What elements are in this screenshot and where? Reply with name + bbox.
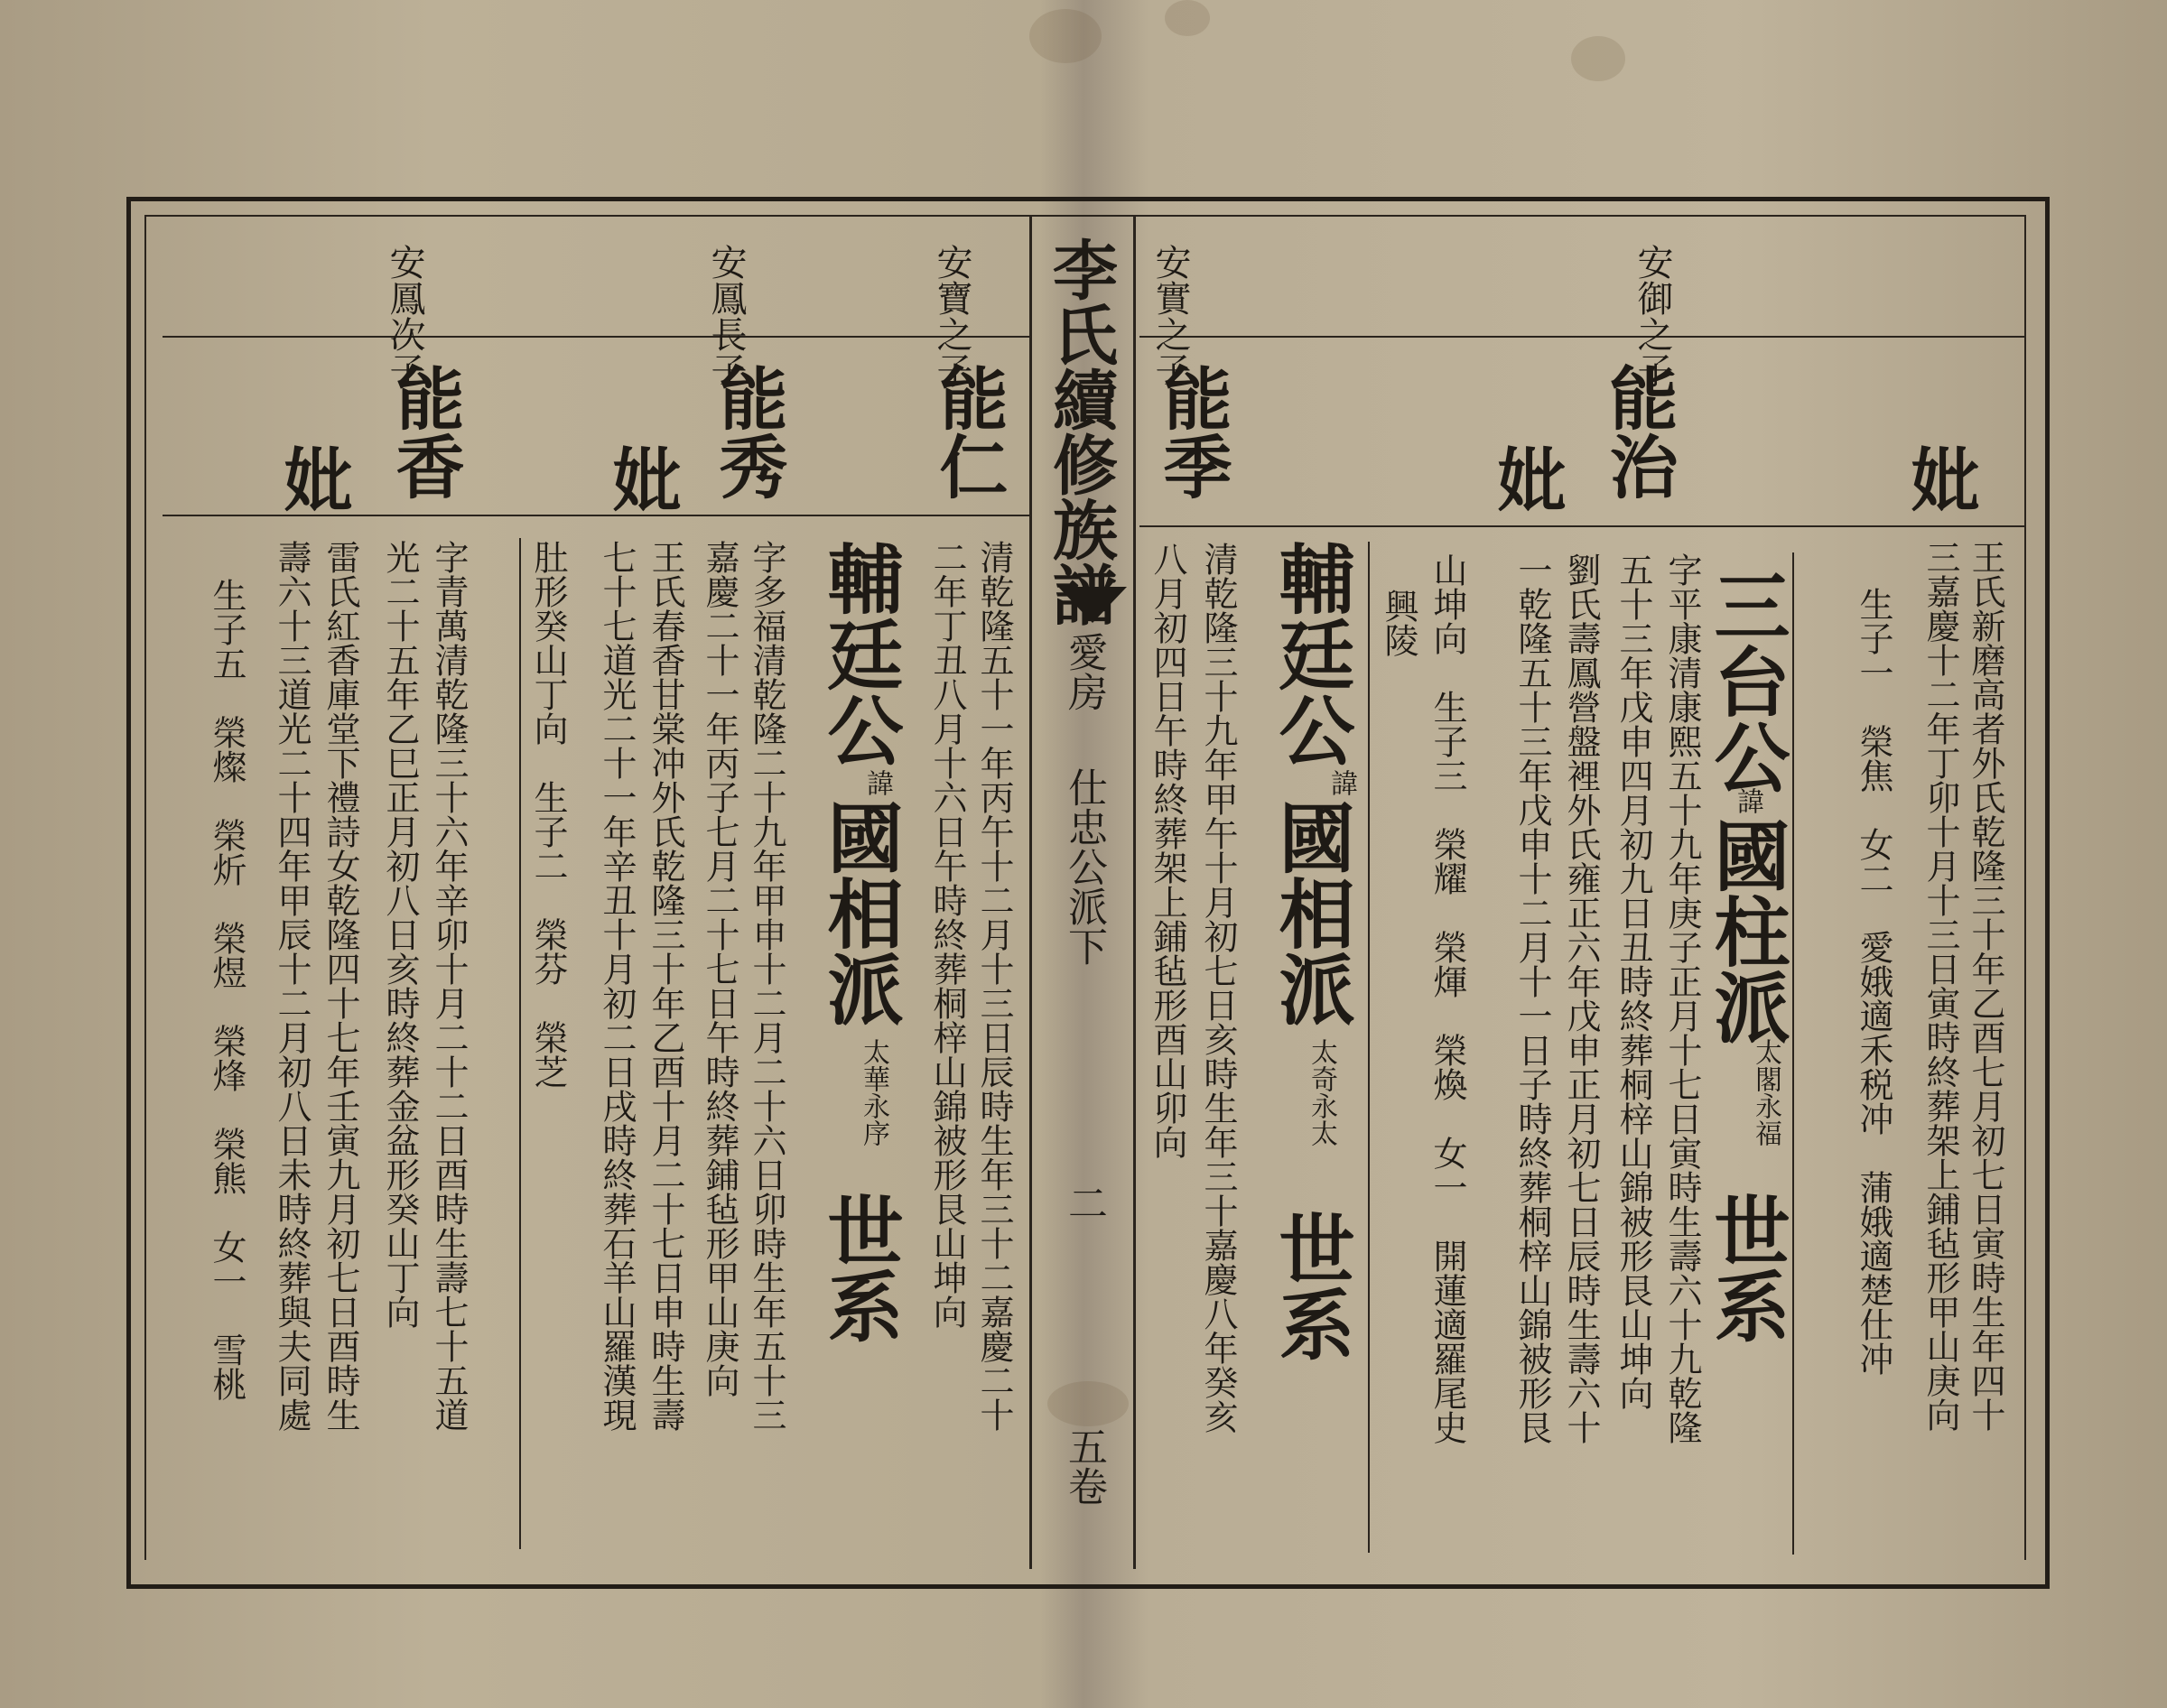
name-neng-zhi: 能治 <box>1598 363 1679 500</box>
lineage-title-futing-1: 輔廷公 <box>1267 540 1356 767</box>
text-col-13: 二年丁丑八月十六日午時終葬桐梓山錦被形艮山坤向 <box>927 540 967 1329</box>
text-col-9: 興陵 <box>1379 589 1418 657</box>
lineage-hui-futing-2: 諱 <box>861 769 893 796</box>
header-rule-left <box>163 336 1029 338</box>
lineage-name-futing-1: 國相派 <box>1267 799 1356 1026</box>
inner-top-rule <box>144 215 2026 217</box>
text-col-12: 清乾隆五十一年丙午十二月十三日辰時生年三十二嘉慶二十 <box>974 540 1014 1432</box>
inner-left-rule <box>144 215 146 1560</box>
name-bi-xiu: 妣 <box>601 444 682 513</box>
lineage-shi-santai: 世系 <box>1702 1192 1791 1343</box>
book-title: 李氏續修族譜 <box>1042 237 1119 627</box>
text-col-2: 三嘉慶十二年丁卯十月十三日寅時終葬架上鋪毡形甲山庚向 <box>1921 540 1960 1432</box>
header-rule-right <box>1139 336 2024 338</box>
text-col-15: 嘉慶二十一年丙子七月二十七日午時終葬鋪毡形甲山庚向 <box>700 540 739 1397</box>
paper-stain <box>1029 9 1102 63</box>
text-col-18: 肚形癸山丁向 生子二 榮芬 榮芝 <box>528 540 568 1089</box>
page-number: 二 <box>1061 1183 1107 1222</box>
center-rule-right <box>1133 215 1136 1569</box>
text-col-11: 八月初四日午時終葬架上鋪毡形酉山卯向 <box>1148 542 1187 1159</box>
lineage-shi-futing-2: 世系 <box>815 1192 905 1343</box>
text-col-4: 字平康清康熙五十九年庚子正月十七日寅時生壽六十九乾隆 <box>1662 552 1702 1444</box>
header-an-feng-1: 安鳳長子 <box>705 244 747 388</box>
text-col-17: 七十七道光二十一年辛丑十月初二日戌時終葬石羊山羅漢現 <box>597 540 637 1432</box>
lineage-gen-santai: 太閣永福 <box>1750 1038 1781 1146</box>
name-neng-ren: 能仁 <box>928 363 1009 500</box>
name-rule-right <box>1139 525 2024 527</box>
name-bi-zhi: 妣 <box>1486 444 1567 513</box>
lineage-title-futing-2: 輔廷公 <box>815 540 905 767</box>
name-bi-right: 妣 <box>1900 444 1980 513</box>
text-col-21: 雷氏紅香庫堂下禮詩女乾隆四十七年壬寅九月初七日酉時生 <box>321 540 360 1432</box>
text-col-23: 生子五 榮燦 榮炘 榮煜 榮烽 榮熊 女一 雪桃 <box>207 578 246 1401</box>
name-neng-ji: 能季 <box>1152 363 1232 500</box>
name-neng-xiu: 能秀 <box>708 363 788 500</box>
lineage-title-santai: 三台公 <box>1702 567 1791 794</box>
text-col-19: 字青萬清乾隆三十六年辛卯十月二十二日酉時生壽七十五道 <box>429 540 469 1432</box>
lineage-rule <box>1792 552 1794 1555</box>
lineage-shi-futing-1: 世系 <box>1267 1210 1356 1361</box>
header-an-shi: 安實之子 <box>1149 244 1191 388</box>
line-label: 仕忠公派下 <box>1061 767 1107 966</box>
paper-stain <box>1165 0 1210 36</box>
lineage-hui-futing-1: 諱 <box>1325 769 1357 796</box>
text-col-22: 壽六十三道光二十四年甲辰十二月初八日未時終葬與夫同處 <box>272 540 312 1432</box>
inner-right-rule <box>2024 215 2026 1560</box>
lineage-hui-santai: 諱 <box>1732 787 1763 814</box>
text-col-5: 五十三年戊申四月初九日丑時終葬桐梓山錦被形艮山坤向 <box>1614 552 1653 1410</box>
name-neng-xiang: 能香 <box>385 363 465 500</box>
text-col-7: 一乾隆五十三年戊申十二月十一日子時終葬桐梓山錦被形艮 <box>1512 552 1552 1444</box>
name-bi-xiang: 妣 <box>273 444 353 513</box>
lineage-gen-futing-1: 太奇永太 <box>1306 1038 1337 1146</box>
name-rule-left <box>163 515 1029 516</box>
header-an-feng-2: 安鳳次子 <box>384 244 425 388</box>
text-col-20: 光二十五年乙巳正月初八日亥時終葬金盆形癸山丁向 <box>380 540 420 1329</box>
center-rule-left <box>1029 215 1032 1569</box>
fishtail-mark <box>1058 587 1127 623</box>
text-col-1: 王氏新磨高者外氏乾隆三十年乙酉七月初七日寅時生年四十 <box>1966 540 2005 1432</box>
lineage-name-futing-2: 國相派 <box>815 799 905 1026</box>
lineage-gen-futing-2: 太華永序 <box>858 1038 889 1146</box>
text-col-16: 王氏春香甘棠冲外氏乾隆三十年乙酉十月二十七日申時生壽 <box>646 540 685 1432</box>
text-col-10: 清乾隆三十九年甲午十月初七日亥時生年三十嘉慶八年癸亥 <box>1198 542 1238 1434</box>
header-an-yu: 安御之子 <box>1632 244 1673 388</box>
text-col-6: 劉氏壽鳳營盤裡外氏雍正六年戊申正月初七日辰時生壽六十 <box>1561 552 1601 1444</box>
lineage-name-santai: 國柱派 <box>1702 817 1791 1044</box>
text-col-8: 山坤向 生子三 榮耀 榮煇 榮煥 女一 開蓮適羅尾史 <box>1428 552 1467 1444</box>
text-col-3: 生子一 榮焦 女二 愛娥適禾税冲 蒲娥適楚仕冲 <box>1854 587 1893 1376</box>
section-rule <box>519 538 521 1549</box>
text-col-14: 字多福清乾隆二十九年甲申十二月二十六日卯時生年五十三 <box>747 540 786 1432</box>
header-an-bao: 安寶之子 <box>931 244 972 388</box>
branch-label: 愛房 <box>1061 632 1107 711</box>
section-rule <box>1368 542 1370 1553</box>
paper-stain <box>1571 36 1625 81</box>
volume-label: 五卷 <box>1061 1426 1107 1506</box>
